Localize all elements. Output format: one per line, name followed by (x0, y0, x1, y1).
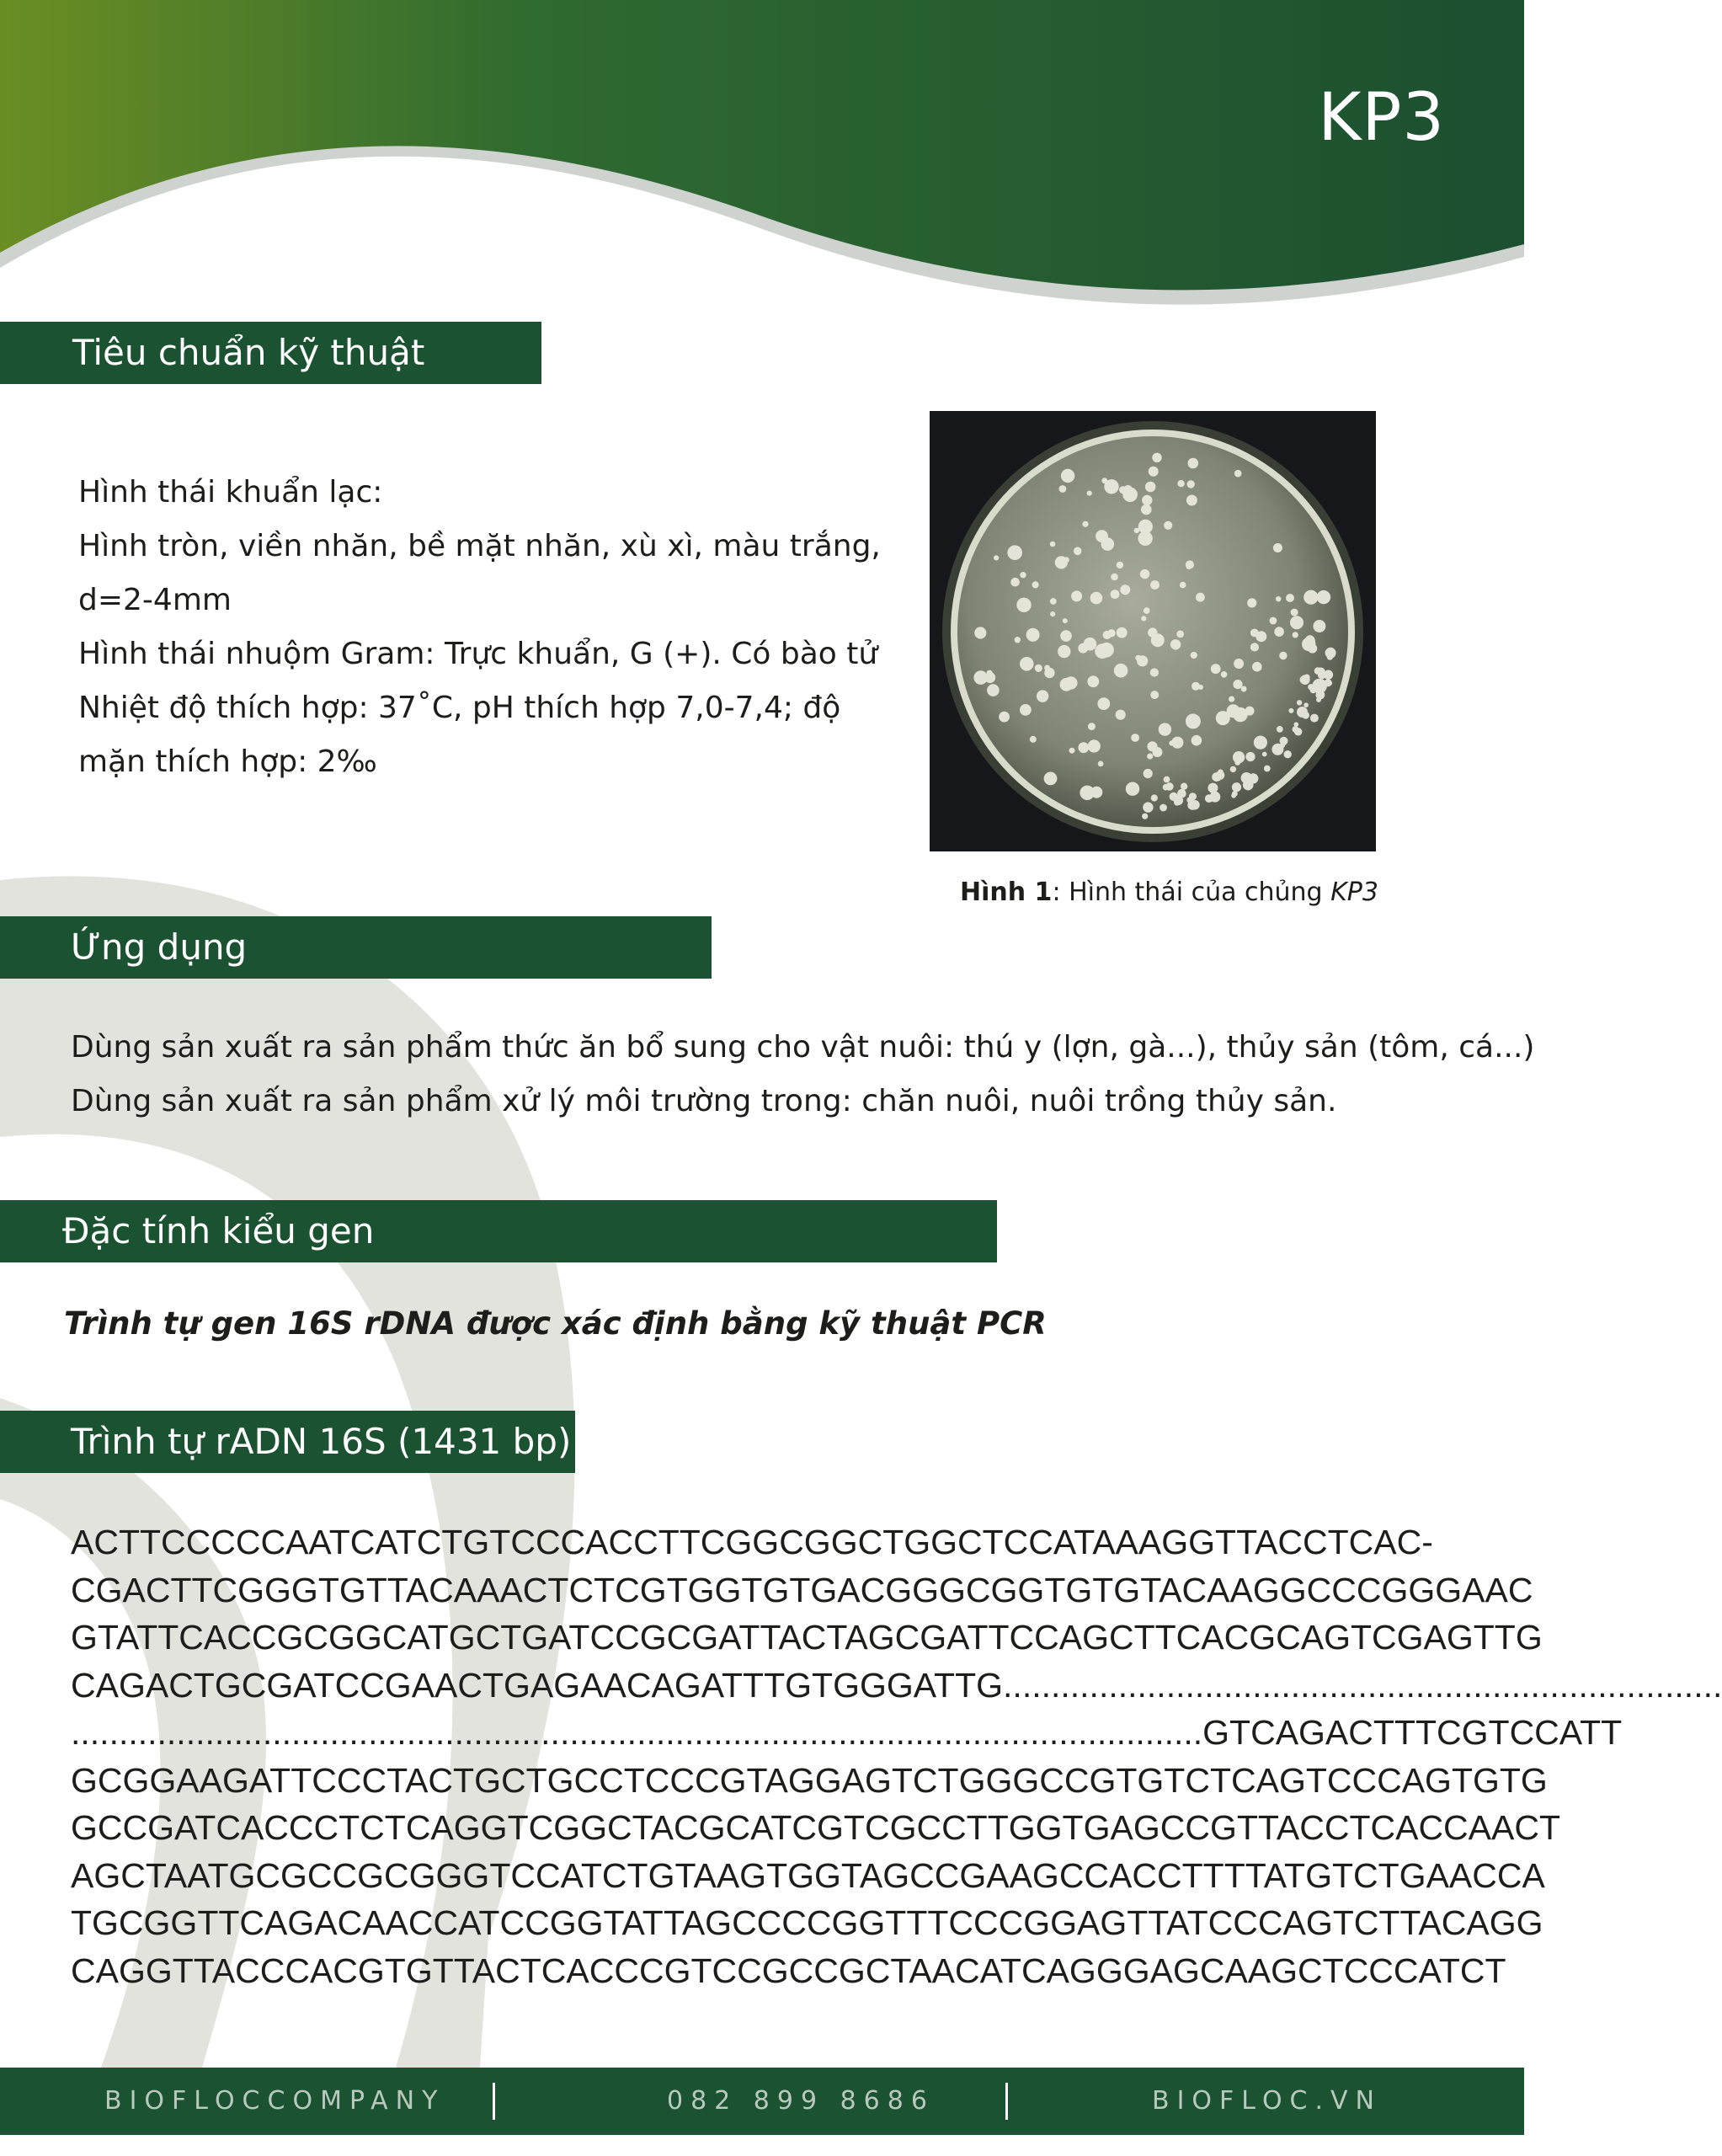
footer-divider (1005, 2083, 1008, 2120)
text-line: Hình thái nhuộm Gram: Trực khuẩn, G (+). Có bào tử (78, 637, 878, 671)
sequence-line: GTATTCACCGCGGCATGCTGATCCGCGATTACTAGCGATTCCAGCTTCACGCAGTCGAGTTG (71, 1618, 1543, 1657)
section-title-application: Ứng dụng (0, 916, 712, 979)
caption-text: : Hình thái của chủng (1052, 878, 1331, 907)
text-line: Dùng sản xuất ra sản phẩm xử lý môi trường trong: chăn nuôi, nuôi trồng thủy sản. (71, 1084, 1337, 1118)
dna-sequence (71, 1518, 1722, 1994)
section-title-genotype: Đặc tính kiểu gen (0, 1200, 997, 1262)
sequence-line: GCCGATCACCCTCTCAGGTCGGCTACGCATCGTCGCCTTGGTGAGCCGTTACCTCACCAACT (71, 1808, 1561, 1847)
section-title-technical: Tiêu chuẩn kỹ thuật (0, 322, 541, 384)
product-code: KP3 (1318, 80, 1445, 156)
text-line: Hình tròn, viền nhăn, bề mặt nhăn, xù xì, màu trắng, (78, 529, 881, 563)
sequence-line: CAGACTGCGATCCGAACTGAGAACAGATTTGTGGGATTG........................................................................... (71, 1665, 1722, 1705)
petri-dish-photo (930, 411, 1376, 851)
petri-dish-illustration (930, 411, 1376, 851)
sequence-line: CAGGTTACCCACGTGTTACTCACCCGTCCGCCGCTAACATCAGGGAGCAAGCTCCCATCT (71, 1951, 1506, 1990)
footer (0, 2068, 1524, 2135)
footer-divider (493, 2083, 495, 2120)
figure-caption (960, 878, 1378, 907)
footer-company: BIOFLOCCOMPANY (104, 2086, 445, 2116)
footer-phone: 082 899 8686 (667, 2086, 935, 2116)
text-line: Hình thái khuẩn lạc: (78, 475, 383, 510)
sequence-line: ......................................................................................................................GTCAGACTTTCGTCCATT (71, 1713, 1623, 1752)
footer-website: BIOFLOC.VN (1152, 2086, 1383, 2116)
sequence-line: GCGGAAGATTCCCTACTGCTGCCTCCCGTAGGAGTCTGGGCCGTGTCTCAGTCCCAGTGTG (71, 1760, 1548, 1800)
application-text (71, 1021, 1534, 1129)
sequence-line: AGCTAATGCGCCGCGGGTCCATCTGTAAGTGGTAGCCGAAGCCACCTTTTATGTCTGAACCA (71, 1855, 1545, 1895)
sequence-line: CGACTTCGGGTGTTACAAACTCTCGTGGTGTGACGGGCGGTGTGTACAAGGCCCGGGAAC (71, 1570, 1533, 1609)
caption-label: Hình 1 (960, 878, 1053, 907)
technical-text (78, 466, 881, 789)
text-line: mặn thích hợp: 2‰ (78, 744, 377, 779)
section-title-sequence: Trình tự rADN 16S (1431 bp) (0, 1411, 575, 1473)
caption-strain: KP3 (1330, 878, 1378, 907)
text-line: Dùng sản xuất ra sản phẩm thức ăn bổ sung cho vật nuôi: thú y (lợn, gà...), thủy sản (tôm, cá...) (71, 1030, 1535, 1065)
header-wave (0, 0, 1524, 290)
genotype-subtitle: Trình tự gen 16S rDNA được xác định bằng kỹ thuật PCR (64, 1305, 1047, 1342)
sequence-line: TGCGGTTCAGACAACCATCCGGTATTAGCCCCGGTTTCCCGGAGTTATCCCAGTCTTACAGG (71, 1903, 1543, 1942)
text-line: d=2-4mm (78, 583, 232, 617)
text-line: Nhiệt độ thích hợp: 37˚C, pH thích hợp 7,0-7,4; độ (78, 691, 841, 725)
sequence-line: ACTTCCCCCAATCATCTGTCCCACCTTCGGCGGCTGGCTCCATAAAGGTTACCTCAC- (71, 1523, 1433, 1561)
